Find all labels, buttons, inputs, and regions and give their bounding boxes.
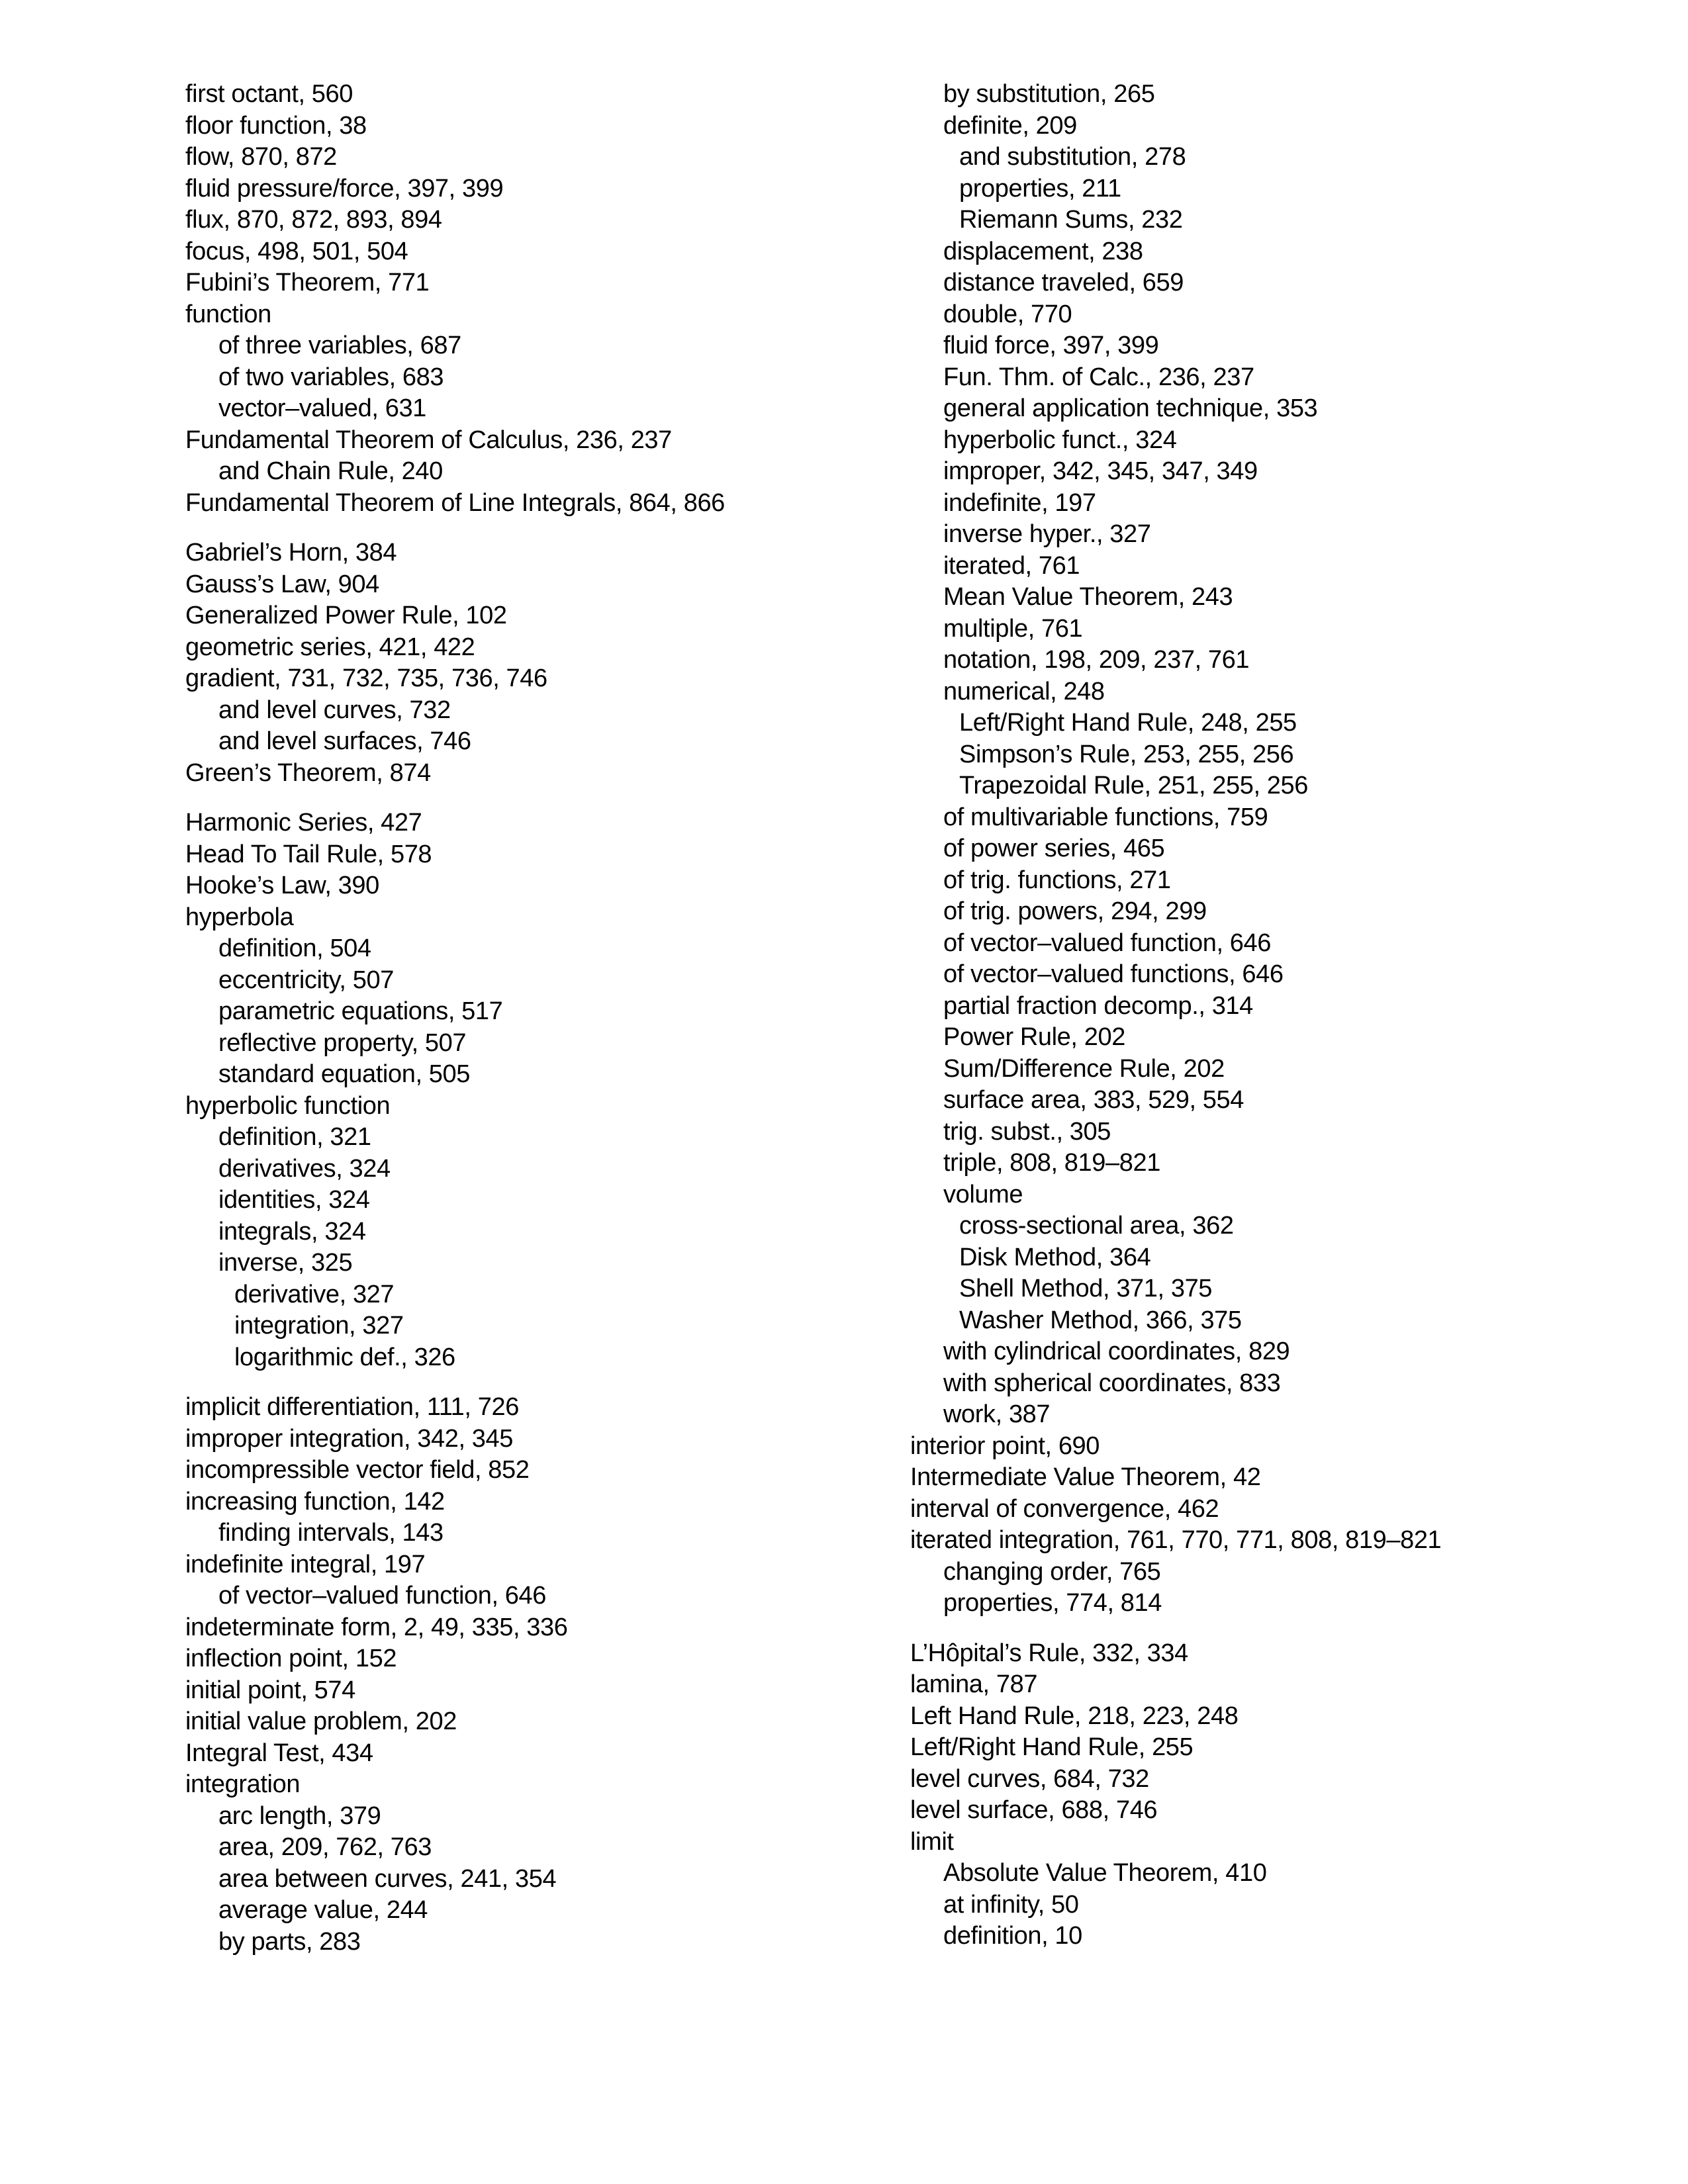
index-entry: interval of convergence, 462: [910, 1494, 1219, 1523]
index-entry: parametric equations, 517: [218, 997, 503, 1025]
index-entry: Left/Right Hand Rule, 255: [910, 1733, 1194, 1761]
index-entry: flux, 870, 872, 893, 894: [185, 206, 442, 234]
index-entry: iterated, 761: [943, 551, 1080, 580]
index-entry: definition, 321: [218, 1123, 371, 1151]
index-entry: Head To Tail Rule, 578: [185, 840, 432, 868]
index-entry: initial point, 574: [185, 1676, 355, 1704]
index-entry: definition, 504: [218, 934, 371, 962]
index-entry: Fubini’s Theorem, 771: [185, 269, 430, 296]
index-entry: standard equation, 505: [218, 1060, 470, 1088]
index-entry: multiple, 761: [943, 614, 1083, 643]
index-entry: derivatives, 324: [218, 1154, 391, 1183]
index-entry: iterated integration, 761, 770, 771, 808, 819–821: [910, 1526, 1442, 1554]
index-entry: of multivariable functions, 759: [943, 803, 1268, 831]
index-entry: integration, 327: [234, 1312, 404, 1340]
index-entry: by parts, 283: [218, 1927, 361, 1956]
index-entry: indefinite integral, 197: [185, 1550, 426, 1578]
index-entry: definite, 209: [943, 111, 1077, 140]
section-gap: [185, 1373, 887, 1392]
index-entry: of trig. powers, 294, 299: [943, 897, 1207, 925]
index-entry: L’Hôpital’s Rule, 332, 334: [910, 1639, 1188, 1667]
index-entry: limit: [910, 1827, 954, 1856]
index-entry: and Chain Rule, 240: [218, 457, 443, 485]
index-entry: geometric series, 421, 422: [185, 633, 475, 661]
index-entry: focus, 498, 501, 504: [185, 237, 408, 265]
index-entry: Left/Right Hand Rule, 248, 255: [959, 709, 1297, 737]
index-entry: of three variables, 687: [218, 332, 461, 359]
index-entry: distance traveled, 659: [943, 269, 1184, 296]
index-entry: area between curves, 241, 354: [218, 1864, 557, 1893]
index-entry: and level curves, 732: [218, 696, 451, 724]
index-entry: displacement, 238: [943, 237, 1143, 265]
index-entry: Intermediate Value Theorem, 42: [910, 1463, 1261, 1491]
index-entry: indeterminate form, 2, 49, 335, 336: [185, 1613, 568, 1641]
index-entry: of vector–valued function, 646: [943, 929, 1272, 957]
index-entry: floor function, 38: [185, 111, 367, 140]
index-entry: finding intervals, 143: [218, 1519, 444, 1547]
index-entry: at infinity, 50: [943, 1890, 1079, 1919]
index-entry: work, 387: [943, 1400, 1051, 1428]
index-entry: properties, 774, 814: [943, 1589, 1162, 1617]
index-entry: hyperbola: [185, 903, 294, 931]
index-entry: Fun. Thm. of Calc., 236, 237: [943, 363, 1254, 391]
index-entry: triple, 808, 819–821: [943, 1149, 1160, 1177]
index-column-right: [910, 79, 1665, 1952]
index-entry: Hooke’s Law, 390: [185, 872, 379, 899]
index-entry: partial fraction decomp., 314: [943, 991, 1253, 1020]
index-entry: Gabriel’s Horn, 384: [185, 539, 397, 567]
index-entry: hyperbolic function: [185, 1091, 391, 1120]
index-entry: of two variables, 683: [218, 363, 444, 391]
index-entry: Riemann Sums, 232: [959, 206, 1183, 234]
index-entry: average value, 244: [218, 1896, 428, 1924]
index-entry: indefinite, 197: [943, 488, 1096, 517]
index-entry: Generalized Power Rule, 102: [185, 602, 507, 629]
index-entry: definition, 10: [943, 1922, 1082, 1950]
index-entry: interior point, 690: [910, 1432, 1100, 1460]
index-entry: Fundamental Theorem of Line Integrals, 864, 866: [185, 488, 725, 517]
index-entry: changing order, 765: [943, 1557, 1161, 1586]
index-entry: flow, 870, 872: [185, 143, 337, 171]
index-entry: Absolute Value Theorem, 410: [943, 1859, 1267, 1887]
index-entry: first octant, 560: [185, 80, 353, 108]
index-entry: Integral Test, 434: [185, 1739, 373, 1767]
index-entry: Left Hand Rule, 218, 223, 248: [910, 1702, 1239, 1730]
index-entry: Gauss’s Law, 904: [185, 570, 379, 598]
index-entry: properties, 211: [959, 174, 1121, 203]
index-entry: Green’s Theorem, 874: [185, 758, 431, 787]
index-entry: area, 209, 762, 763: [218, 1833, 432, 1861]
index-entry: level curves, 684, 732: [910, 1764, 1149, 1793]
index-entry: function: [185, 300, 271, 328]
index-entry: improper, 342, 345, 347, 349: [943, 457, 1258, 485]
index-entry: initial value problem, 202: [185, 1707, 457, 1735]
index-entry: inverse, 325: [218, 1249, 353, 1277]
index-entry: double, 770: [943, 300, 1072, 328]
index-entry: Fundamental Theorem of Calculus, 236, 237: [185, 426, 672, 454]
index-entry: and level surfaces, 746: [218, 727, 471, 755]
index-entry: Power Rule, 202: [943, 1023, 1125, 1051]
index-entry: by substitution, 265: [943, 80, 1155, 108]
index-entry: of vector–valued functions, 646: [943, 960, 1284, 988]
index-entry: trig. subst., 305: [943, 1117, 1111, 1146]
index-entry: Disk Method, 364: [959, 1243, 1151, 1271]
index-entry: Trapezoidal Rule, 251, 255, 256: [959, 772, 1309, 799]
index-entry: gradient, 731, 732, 735, 736, 746: [185, 664, 547, 692]
index-entry: of trig. functions, 271: [943, 866, 1171, 894]
section-gap: [185, 519, 887, 537]
index-entry: eccentricity, 507: [218, 966, 394, 994]
index-entry: derivative, 327: [234, 1280, 395, 1308]
index-entry: inverse hyper., 327: [943, 520, 1151, 548]
index-entry: volume: [943, 1180, 1023, 1208]
index-entry: Simpson’s Rule, 253, 255, 256: [959, 740, 1294, 768]
index-entry: integration: [185, 1770, 301, 1798]
section-gap: [910, 1619, 1665, 1638]
index-entry: surface area, 383, 529, 554: [943, 1086, 1244, 1114]
index-entry: of power series, 465: [943, 835, 1165, 862]
index-entry: with spherical coordinates, 833: [943, 1369, 1281, 1397]
index-entry: incompressible vector field, 852: [185, 1456, 530, 1484]
index-entry: lamina, 787: [910, 1670, 1038, 1698]
index-entry: identities, 324: [218, 1186, 370, 1214]
index-entry: level surface, 688, 746: [910, 1796, 1158, 1824]
index-entry: and substitution, 278: [959, 143, 1186, 171]
index-entry: Mean Value Theorem, 243: [943, 583, 1233, 611]
index-entry: general application technique, 353: [943, 394, 1318, 422]
index-entry: implicit differentiation, 111, 726: [185, 1393, 519, 1421]
index-column-left: [185, 79, 887, 1958]
index-entry: cross-sectional area, 362: [959, 1212, 1234, 1240]
index-entry: arc length, 379: [218, 1801, 381, 1830]
index-entry: Shell Method, 371, 375: [959, 1275, 1213, 1302]
index-entry: increasing function, 142: [185, 1487, 445, 1516]
index-entry: Washer Method, 366, 375: [959, 1306, 1242, 1334]
index-entry: vector–valued, 631: [218, 394, 426, 422]
index-entry: of vector–valued function, 646: [218, 1582, 547, 1610]
index-entry: reflective property, 507: [218, 1028, 467, 1057]
index-entry: numerical, 248: [943, 677, 1105, 705]
index-entry: integrals, 324: [218, 1217, 366, 1246]
index-entry: inflection point, 152: [185, 1645, 397, 1672]
index-entry: improper integration, 342, 345: [185, 1424, 513, 1453]
index-entry: Sum/Difference Rule, 202: [943, 1054, 1225, 1083]
index-entry: with cylindrical coordinates, 829: [943, 1338, 1290, 1365]
index-entry: Harmonic Series, 427: [185, 809, 422, 837]
index-entry: logarithmic def., 326: [234, 1343, 455, 1371]
index-entry: notation, 198, 209, 237, 761: [943, 646, 1250, 674]
section-gap: [185, 789, 887, 807]
index-entry: hyperbolic funct., 324: [943, 426, 1177, 454]
index-entry: fluid force, 397, 399: [943, 332, 1159, 359]
index-entry: fluid pressure/force, 397, 399: [185, 174, 504, 203]
